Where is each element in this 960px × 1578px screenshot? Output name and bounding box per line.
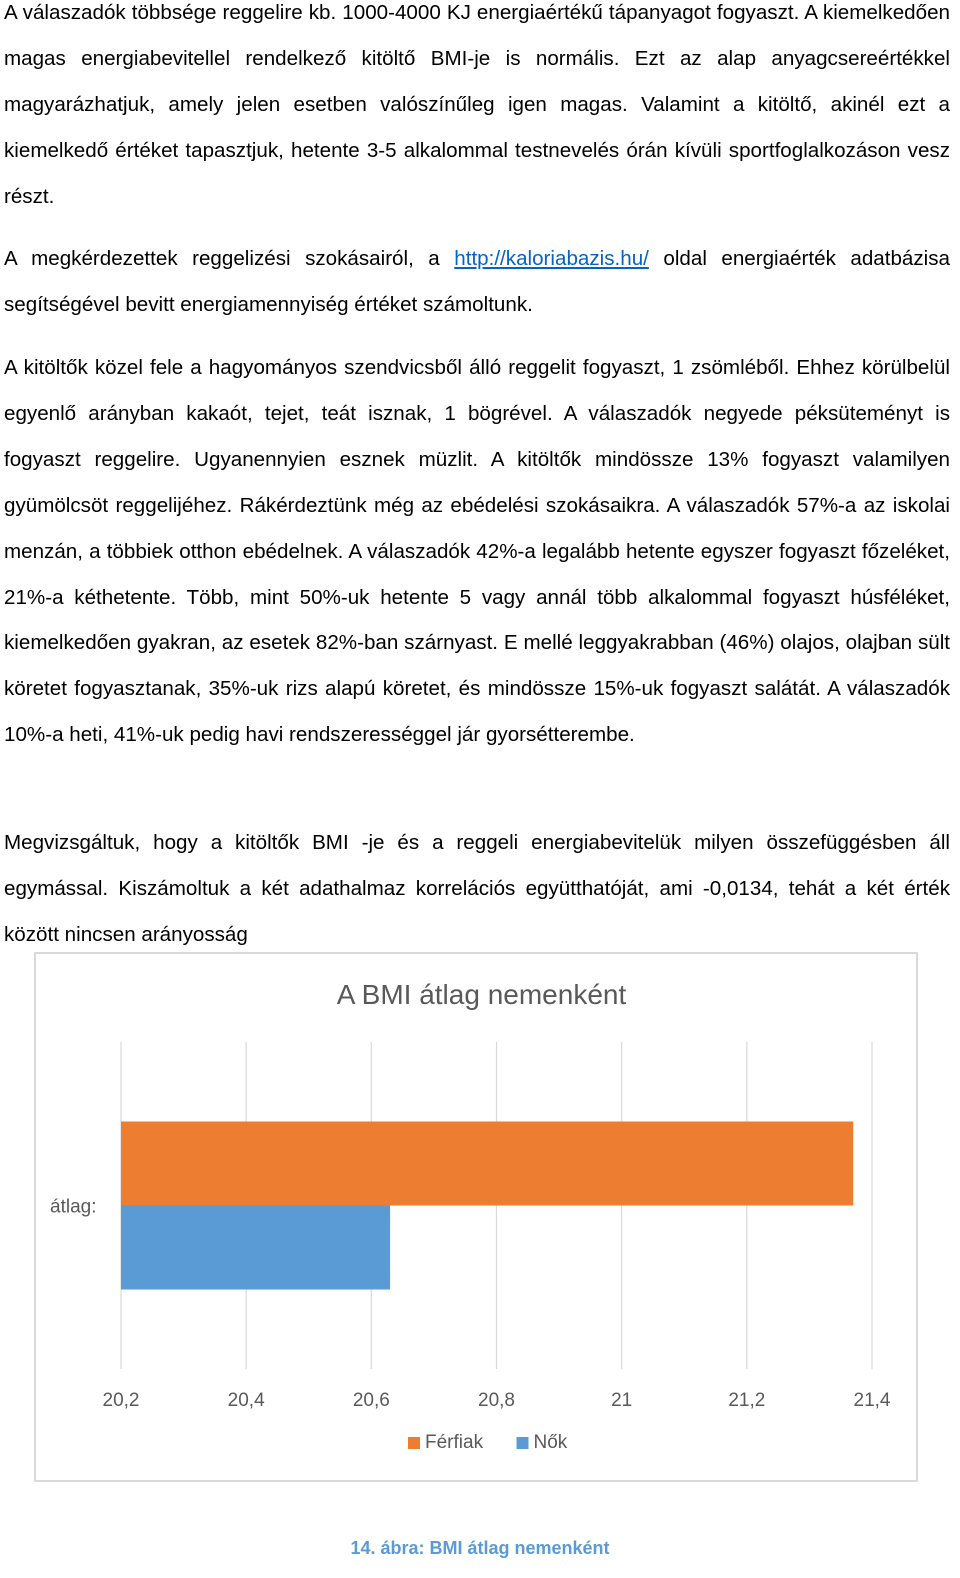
legend-label: Nők	[533, 1432, 568, 1453]
figure-caption: 14. ábra: BMI átlag nemenként	[350, 1538, 610, 1558]
kaloriabazis-link[interactable]: http://kaloriabazis.hu/	[454, 247, 649, 270]
paragraph-correlation: Megvizsgáltuk, hogy a kitöltők BMI -je és a reggeli energiabevitelük milyen összefüggésben áll egymással. Kiszámoltuk a két adathalmaz korrelációs együtthatóját, ami -0,0134, tehát a két érték között nincsen arányosság	[4, 831, 950, 946]
bar-nok	[121, 1206, 390, 1290]
x-tick-label: 21,2	[728, 1390, 766, 1411]
x-tick-label: 20,4	[227, 1390, 265, 1411]
chart-title: A BMI átlag nemenként	[336, 979, 627, 1010]
x-tick-label: 21,4	[853, 1390, 891, 1411]
bar-ferfiak	[121, 1122, 853, 1206]
legend-label: Férfiak	[425, 1432, 484, 1453]
legend-swatch	[517, 1437, 529, 1449]
paragraph-eating-habits: A kitöltők közel fele a hagyományos szendvicsből álló reggelit fogyaszt, 1 zsömléből. Ehhez körülbelül egyenlő arányban kakaót, tejet, teát isznak, 1 bögrével. A válaszadók negyede péksüteményt is fogyaszt reggelire. Ugyanennyien esznek müzlit. A kitöltők mindössze 13% fogyaszt valamilyen gyümölcsöt reggelijéhez. Rákérdeztünk még az ebédelési szokásaikra. A válaszadók 57%-a az iskolai menzán, a többiek otthon ebédelnek. A válaszadók 42%-a legalább hetente egyszer fogyaszt főzeléket, 21%-a kéthetente. Több, mint 50%-uk hetente 5 vagy annál több alkalommal fogyaszt húsféléket, kiemelkedően gyakran, az esetek 82%-ban szárnyast. E mellé leggyakrabban (46%) olajos, olajban sült köretet fogyasztanak, 35%-uk rizs alapú köretet, és mindössze 15%-uk fogyaszt salátát. A válaszadók 10%-a heti, 41%-uk pedig havi rendszerességgel jár gyorsétterembe.	[4, 356, 950, 747]
legend-swatch	[408, 1437, 420, 1449]
paragraph-breakfast-method	[4, 236, 950, 328]
x-tick-label: 21	[611, 1390, 633, 1411]
category-label: átlag:	[50, 1196, 97, 1218]
paragraph-text: A megkérdezettek reggelizési szokásairól, a	[4, 247, 455, 270]
bmi-chart	[34, 952, 918, 1482]
x-tick-label: 20,2	[102, 1390, 140, 1411]
bmi-chart-svg	[36, 954, 916, 1480]
paragraph-breakfast-energy: A válaszadók többsége reggelire kb. 1000-4000 KJ energiaértékű tápanyagot fogyaszt. A kiemelkedően magas energiabevitellel rendelkező kitöltő BMI-je is normális. Ezt az alap anyagcsereértékkel magyarázhatjuk, amely jelen esetben valószínűleg igen magas. Valamint a kitöltő, akinél ezt a kiemelkedő értéket tapasztjuk, hetente 3-5 alkalommal testnevelés órán kívüli sportfoglalkozáson vesz részt.	[4, 1, 950, 208]
x-tick-label: 20,6	[352, 1390, 390, 1411]
x-tick-label: 20,8	[478, 1390, 515, 1411]
paragraph-text: oldal energiaérték adatbázisa segítségével bevitt energiamennyiség értéket számoltunk.	[4, 247, 950, 316]
